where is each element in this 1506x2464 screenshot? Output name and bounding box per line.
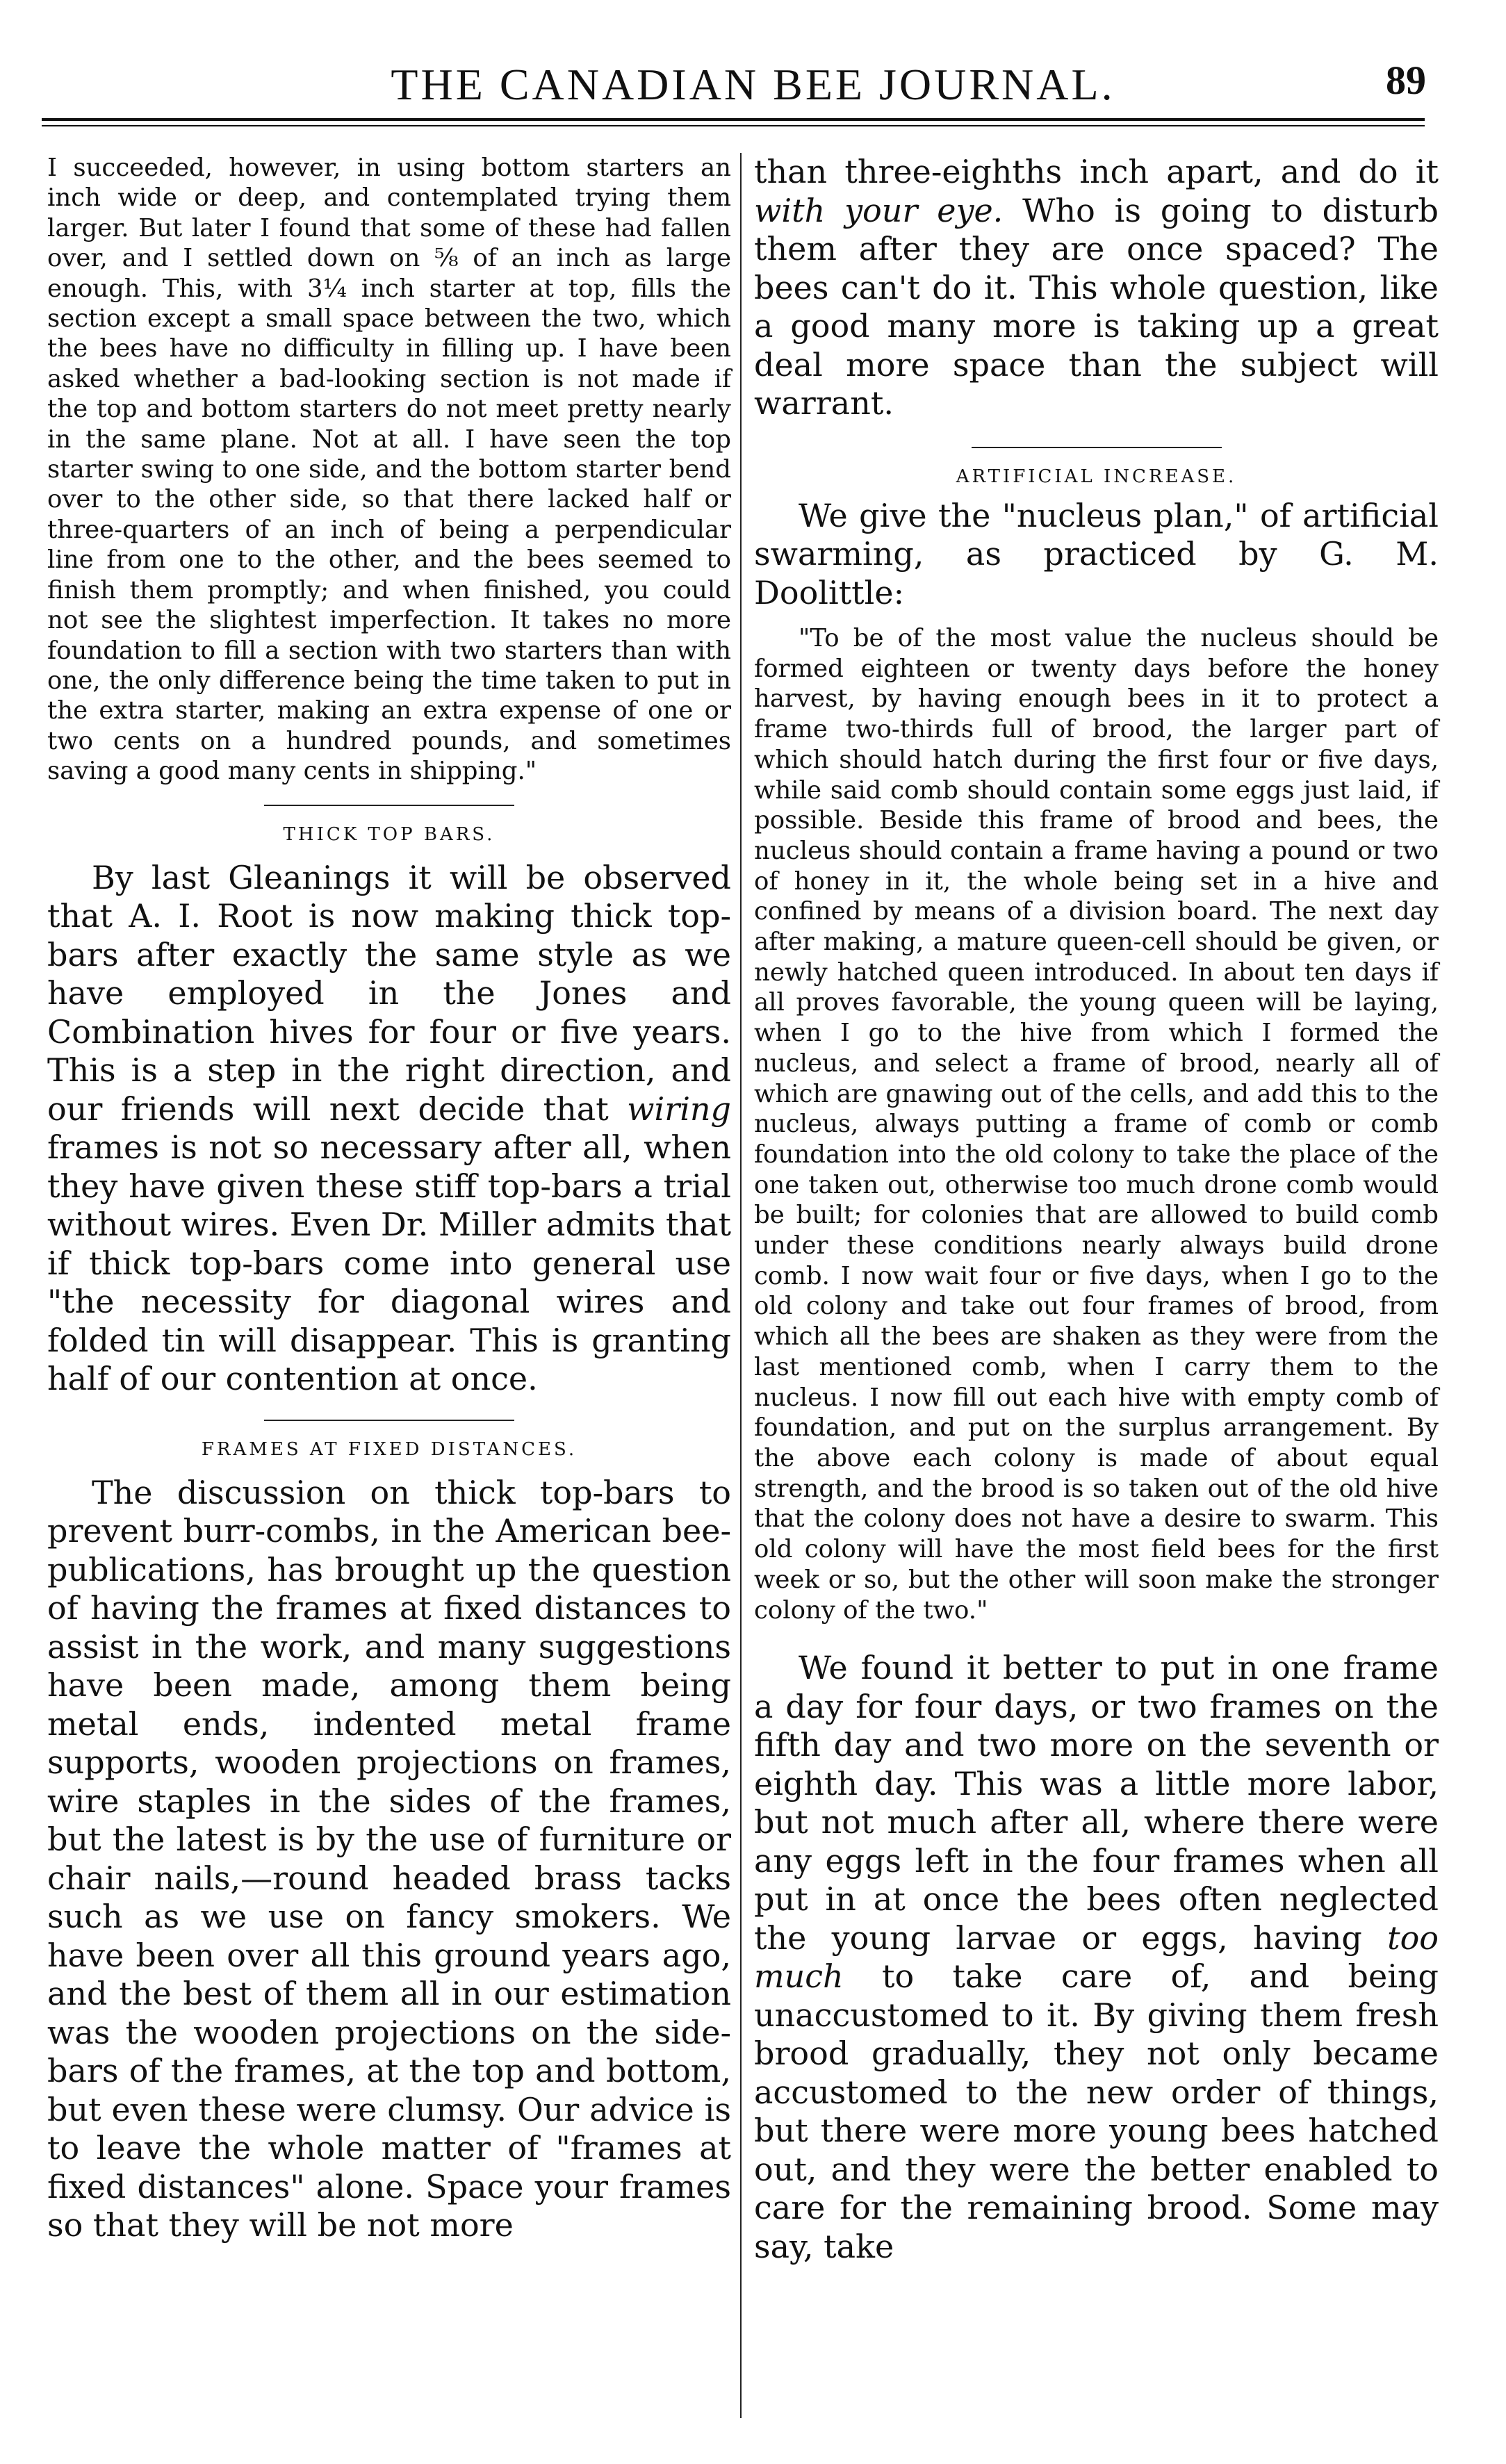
page-number: 89: [1386, 58, 1426, 103]
italic-text: wiring: [627, 1090, 731, 1128]
page-header: [0, 0, 1506, 132]
paragraph-text: We found it better to put in one frame a day for four days, or two frames on the fifth day and two more on the seventh or eighth day. This was a little more labor, but not much after all, where there were any eggs left in the four frames when all put in at once the bees often neglected the young larvae or eggs, having: [754, 1649, 1439, 1957]
journal-title: THE CANADIAN BEE JOURNAL.: [391, 60, 1115, 109]
section-heading: THICK TOP BARS.: [283, 823, 496, 845]
section-heading: FRAMES AT FIXED DISTANCES.: [201, 1438, 578, 1460]
paragraph-text: to take care of, and being unaccustomed to it. By giving them fresh brood gradually, they not only became accustomed to the new order of things, but there were more young bees hatched out, and they were the better enabled to care for the remaining brood. Some may say, take: [754, 1957, 1439, 2265]
body-paragraph: [754, 1649, 1439, 2266]
section-divider: [264, 805, 514, 806]
section-divider: [972, 447, 1222, 448]
right-column: [754, 153, 1439, 2266]
section-divider: [264, 1420, 514, 1421]
header-rule-thin: [42, 125, 1425, 126]
italic-text: with your eye.: [754, 191, 1004, 229]
body-paragraph: The discussion on thick top-bars to prevent burr-combs, in the American bee-publications, has brought up the question of having the frames at fixed distances to assist in the work, and many suggestions have been made, among them being metal ends, indented metal frame supports, wooden projections on frames, wire staples in the sides of the frames, but the latest is by the use of furniture or chair nails,—round headed brass tacks such as we use on fancy smokers. We have been over all this ground years ago, and the best of them all in our estimation was the wooden projections on the side-bars of the frames, at the top and bottom, but even these were clumsy. Our advice is to leave the whole matter of "frames at fixed distances" alone. Space your frames so that they will be not more: [47, 1473, 731, 2244]
body-paragraph: [47, 859, 731, 1399]
italic-text: too much: [754, 1919, 1439, 1996]
body-paragraph: I succeeded, however, in using bottom starters an inch wide or deep, and contemplated trying them larger. But later I found that some of these had fallen over, and I settled down on ⅝ of an inch as large enough. This, with 3¼ inch starter at top, fills the section except a small space between the two, which the bees have no difficulty in filling up. I have been asked whether a bad-looking section is not made if the top and bottom starters do not meet pretty nearly in the same plane. Not at all. I have seen the top starter swing to one side, and the bottom starter bend over to the other side, so that there lacked half or three-quarters of an inch of being a perpendicular line from one to the other, and the bees seemed to finish them promptly; and when finished, you could not see the slightest imperfection. It takes no more foundation to fill a section with two starters than with one, the only difference being the time taken to put in the extra starter, making an extra expense of one or two cents on a hundred pounds, and sometimes saving a good many cents in shipping.": [47, 154, 731, 786]
paragraph-text: frames is not so necessary after all, when they have given these stiff top-bars a trial without wires. Even Dr. Miller admits that if thick top-bars come into general use "the necessity for diagonal wires and folded tin will disappear. This is granting half of our contention at once.: [47, 1128, 731, 1398]
column-divider: [740, 153, 742, 2418]
body-paragraph: We give the "nucleus plan," of artificial swarming, as practiced by G. M. Doolittle:: [754, 496, 1439, 611]
quoted-passage: "To be of the most value the nucleus should be formed eighteen or twenty days before the honey harvest, by having enough bees in it to protect a frame two-thirds full of brood, the larger part of which should hatch during the first four or five days, while said comb should contain some eggs just laid, if possible. Beside this frame of brood and bees, the nucleus should contain a frame having a pound or two of honey in it, the whole being set in a hive and confined by means of a division board. The next day after making, a mature queen-cell should be given, or newly hatched queen introduced. In about ten days if all proves favorable, the young queen will be laying, when I go to the hive from which I formed the nucleus, and select a frame of brood, nearly all of which are gnawing out of the cells, and add this to the nucleus, always putting a frame of comb or comb foundation into the old colony to take the place of the one taken out, otherwise too much drone comb would be built; for colonies that are allowed to build comb under these conditions nearly always build drone comb. I now wait four or five days, when I go to the old colony and take out four frames of brood, from which all the bees are shaken as they were from the last mentioned comb, when I carry them to the nucleus. I now fill out each hive with empty comb of foundation, and put on the surplus arrangement. By the above each colony is made of about equal strength, and the brood is so taken out of the old hive that the colony does not have a desire to swarm. This old colony will have the most field bees for the first week or so, but the other will soon make the stronger colony of the two.": [754, 624, 1439, 1625]
left-column: [47, 153, 731, 2245]
body-paragraph: [754, 153, 1439, 423]
section-heading: ARTIFICIAL INCREASE.: [956, 466, 1237, 487]
header-rule: [42, 118, 1425, 121]
paragraph-text: than three-eighths inch apart, and do it: [754, 153, 1439, 190]
paragraph-text: By last Gleanings it will be observed that A. I. Root is now making thick top-bars after exactly the same style as we have employed in the Jones and Combination hives for four or five years. This is a step in the right direction, and our friends will next decide that: [47, 858, 731, 1128]
paragraph-text: Who is going to disturb them after they are once spaced? The bees can't do it. This whole question, like a good many more is taking up a great deal more space than the subject will warrant.: [754, 191, 1439, 422]
